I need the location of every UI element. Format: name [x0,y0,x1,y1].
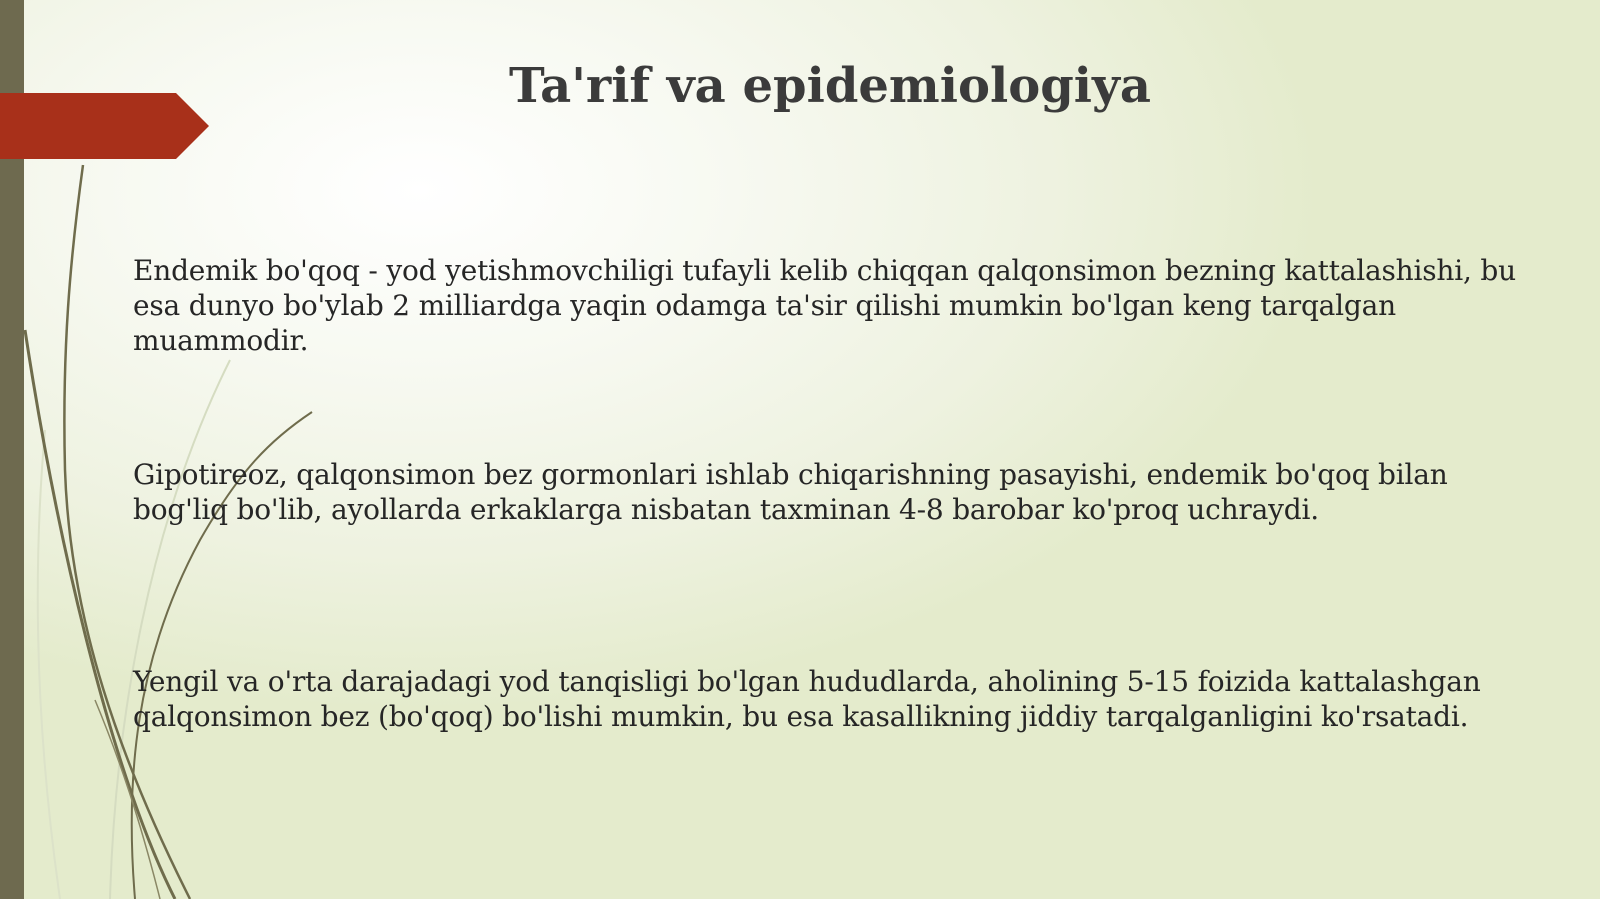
paragraph-hypothyroidism: Gipotireoz, qalqonsimon bez gormonlari ishlab chiqarishning pasayishi, endemik bo'qoq bilan bog'liq bo'lib, ayollarda erkaklarga nisbatan taxminan 4-8 barobar ko'proq uchraydi. [133,458,1448,526]
stem-2 [25,330,175,899]
faint-stem-1 [110,360,230,899]
faint-stem-2 [38,430,60,899]
paragraph-endemic-goiter: Endemik bo'qoq - yod yetishmovchiligi tufayli kelib chiqqan qalqonsimon bezning kattalashishi, bu esa dunyo bo'ylab 2 milliardga yaqin odamga ta'sir qilishi mumkin bo'lgan keng tarqalgan muammodir. [133,254,1516,357]
paragraph-iodine-deficiency: Yengil va o'rta darajadagi yod tanqisligi bo'lgan hududlarda, aholining 5-15 foizida kattalashgan qalqonsimon bez (bo'qoq) bo'lishi mumkin, bu esa kasallikning jiddiy tarqalganligini ko'rsatadi. [133,665,1481,733]
slide-title: Ta'rif va epidemiologiya [508,58,1152,114]
title-arrow-shape [0,93,210,160]
